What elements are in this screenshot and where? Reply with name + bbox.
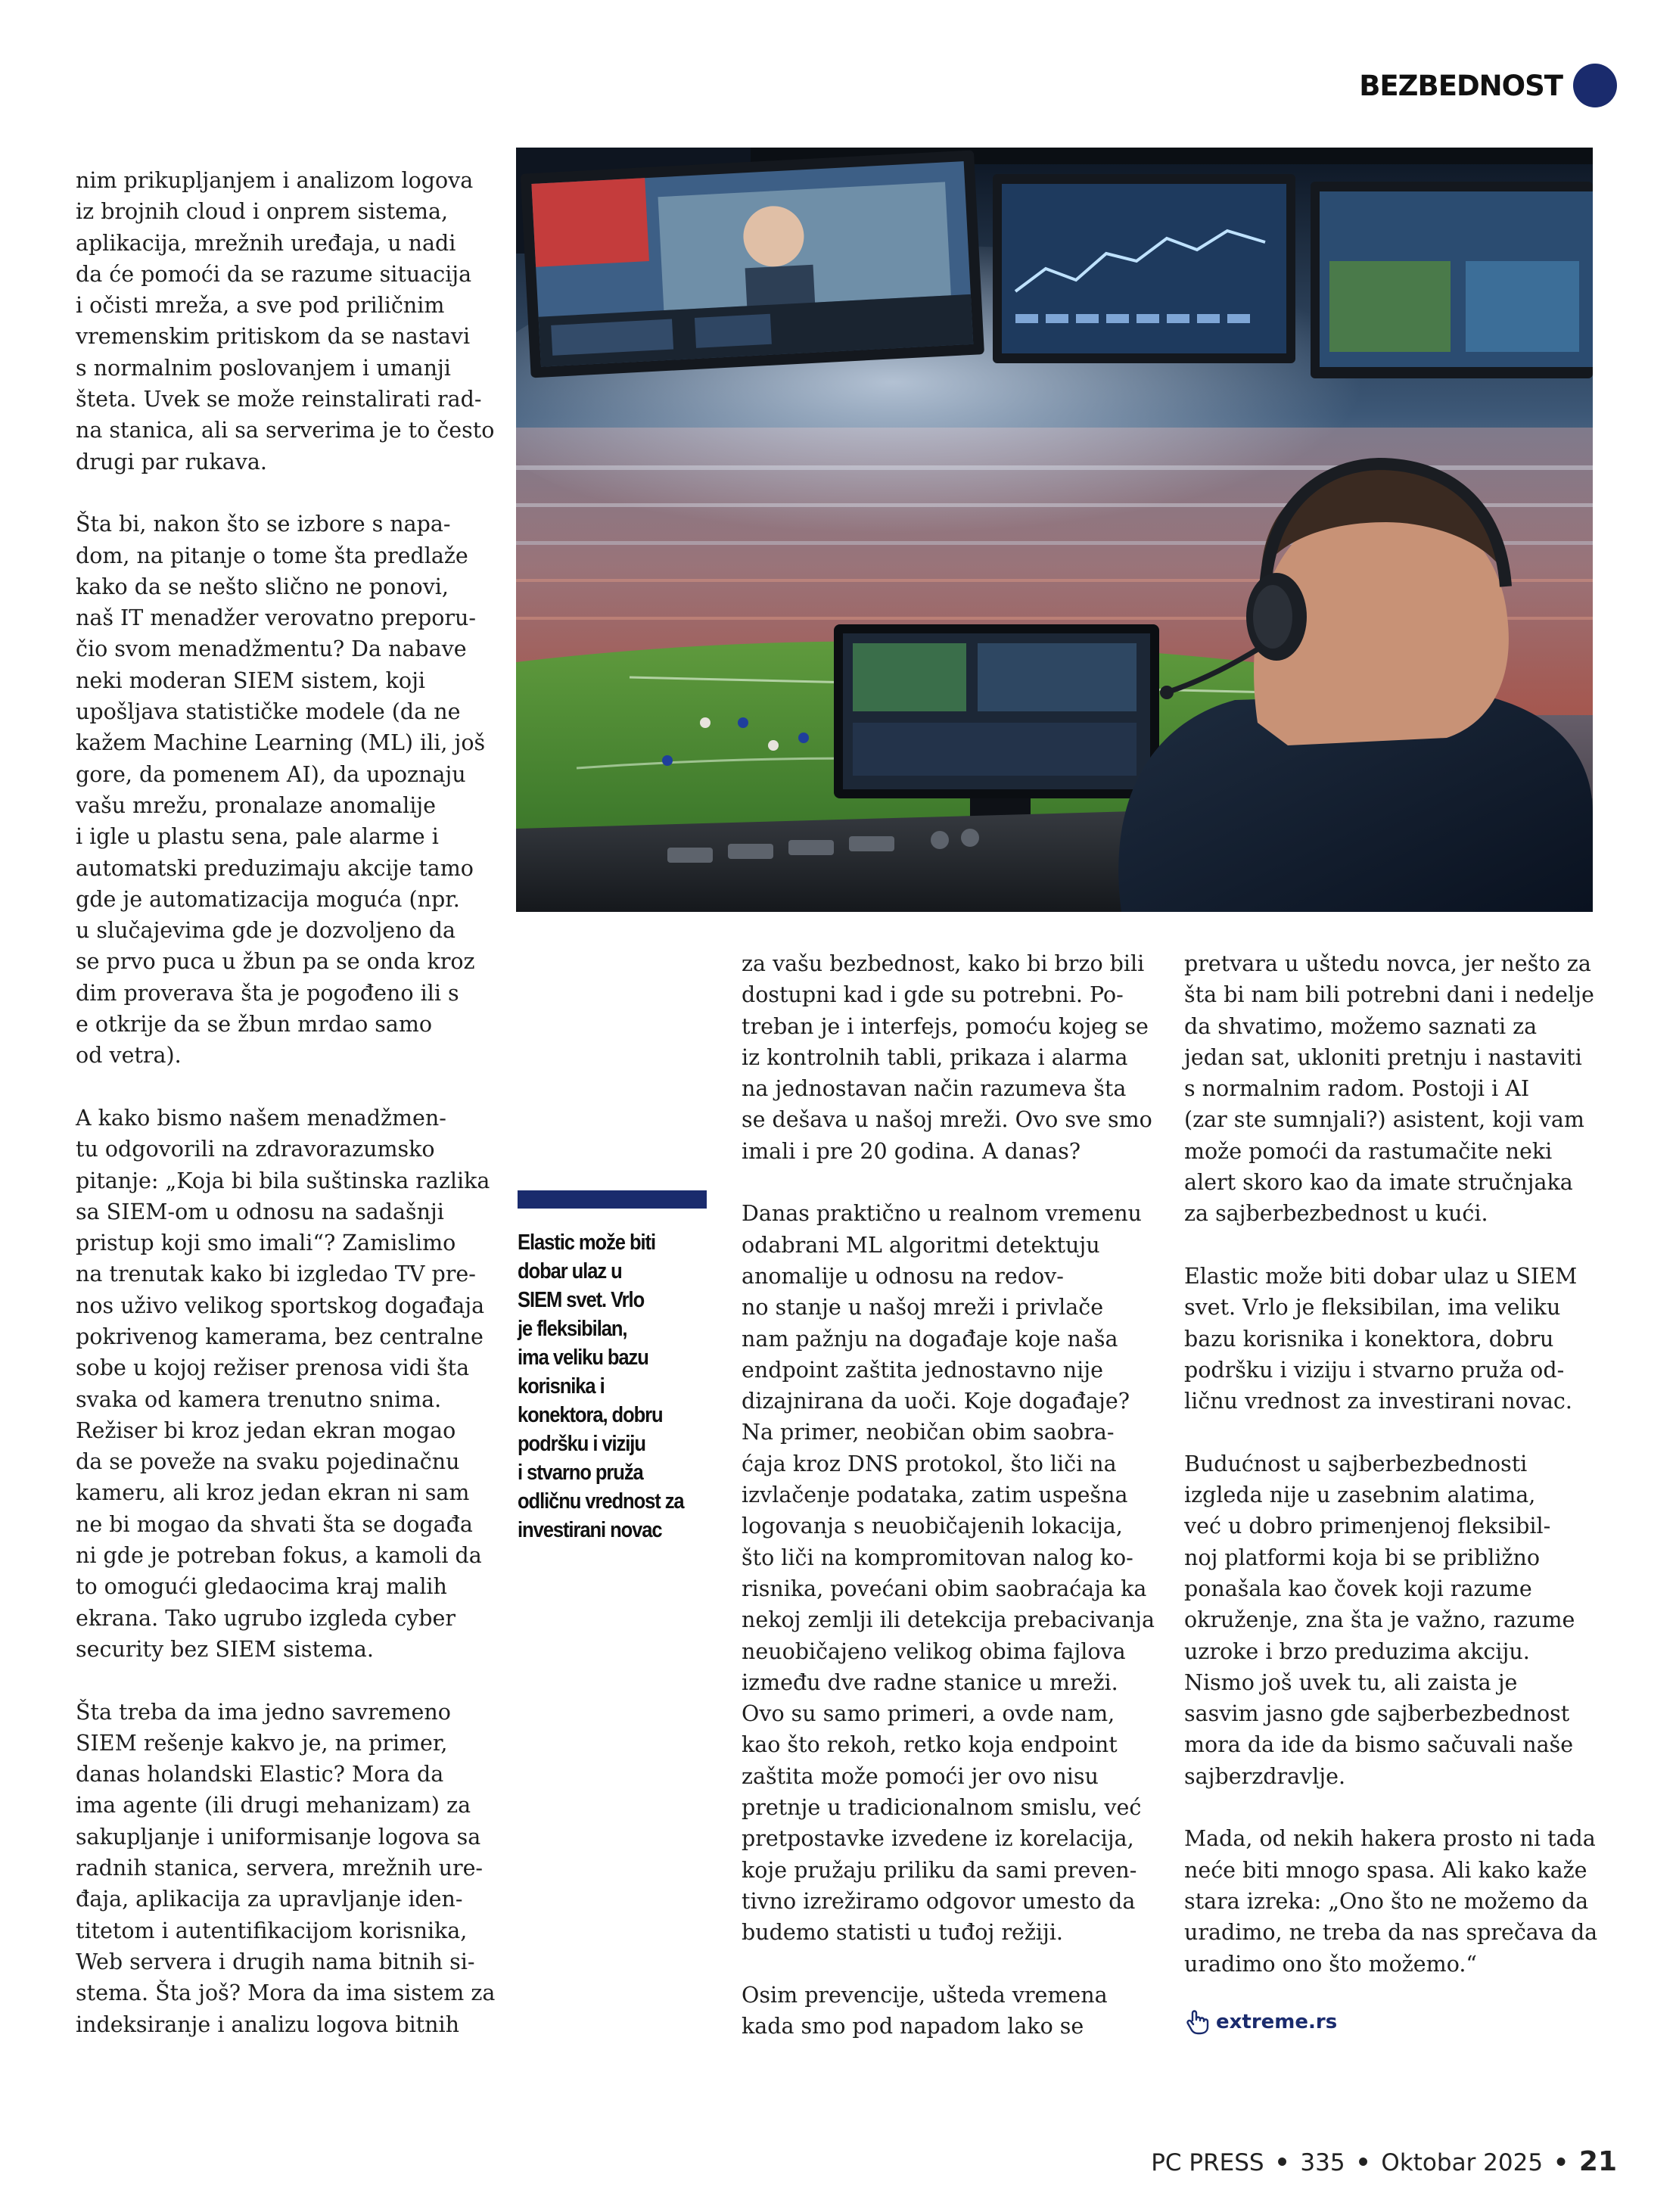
text-line: ekrana. Tako ugrubo izgleda cyber: [76, 1605, 456, 1631]
text-line: Režiser bi kroz jedan ekran mogao: [76, 1417, 456, 1443]
text-line: okruženje, zna šta je važno, razume: [1184, 1607, 1575, 1633]
pull-quote-line: ima veliku bazu: [518, 1346, 648, 1370]
text-line: da će pomoći da se razume situacija: [76, 261, 472, 287]
text-line: svaka od kamera trenutno snima.: [76, 1386, 442, 1412]
text-line: e otkrije da se žbun mrdao samo: [76, 1012, 433, 1038]
text-line: na stanica, ali sa serverima je to često: [76, 418, 495, 443]
text-line: izvlačenje podataka, zatim uspešna: [742, 1482, 1128, 1508]
paragraph: [742, 948, 1150, 1167]
text-line: drugi par rukava.: [76, 449, 267, 474]
pull-quote-line: Elastic može biti: [518, 1230, 656, 1255]
text-line: Nismo još uvek tu, ali zaista je: [1184, 1669, 1518, 1695]
text-line: (zar ste sumnjali?) asistent, koji vam: [1184, 1107, 1584, 1133]
text-line: endpoint zaštita jednostavno nije: [742, 1357, 1103, 1383]
text-line: A kako bismo našem menadžmen-: [76, 1105, 446, 1131]
text-line: gore, da pomenem AI), da upoznaju: [76, 761, 466, 787]
text-line: pokrivenog kamerama, bez centralne: [76, 1324, 484, 1349]
text-line: budemo statisti u tuđoj režiji.: [742, 1920, 1063, 1946]
pull-quote-text: [518, 1228, 711, 1545]
text-line: ćaja kroz DNS protokol, što liči na: [742, 1451, 1117, 1476]
text-line: sakupljanje i uniformisanje logova sa: [76, 1824, 481, 1850]
text-line: s normalnim poslovanjem i umanji: [76, 355, 451, 381]
text-line: kažem Machine Learning (ML) ili, još: [76, 730, 486, 756]
text-line: anomalije u odnosu na redov-: [742, 1263, 1064, 1289]
paragraph: [76, 165, 499, 478]
paragraph: [76, 1103, 499, 1665]
text-line: odabrani ML algoritmi detektuju: [742, 1232, 1100, 1258]
text-line: gde je automatizacija moguća (npr.: [76, 886, 460, 912]
pull-quote-line: dobar ulaz u: [518, 1259, 622, 1283]
text-line: logovanja s neuobičajenih lokacija,: [742, 1514, 1123, 1539]
text-line: neće biti mnogo spasa. Ali kako kaže: [1184, 1857, 1587, 1883]
text-line: alert skoro kao da imate stručnjaka: [1184, 1170, 1573, 1196]
text-line: može pomoći da rastumačite neki: [1184, 1138, 1553, 1164]
section-title: BEZBEDNOST: [1359, 69, 1563, 102]
text-line: između dve radne stanice u mreži.: [742, 1669, 1118, 1695]
article-column-4: [1184, 948, 1608, 2011]
page-number: 21: [1578, 2146, 1617, 2177]
magazine-name: PC PRESS: [1151, 2149, 1264, 2176]
pull-quote-line: podršku i viziju: [518, 1432, 645, 1456]
paragraph: [742, 1980, 1150, 2042]
text-line: Danas praktično u realnom vremenu: [742, 1201, 1142, 1227]
text-line: danas holandski Elastic? Mora da: [76, 1762, 444, 1787]
text-line: risnika, povećani obim saobraćaja ka: [742, 1576, 1147, 1601]
paragraph: [1184, 1448, 1608, 1792]
text-line: uradimo, ne treba da nas sprečava da: [1184, 1920, 1598, 1946]
text-line: đaja, aplikacija za upravljanje iden-: [76, 1887, 463, 1912]
text-line: tivno izrežiramo odgovor umesto da: [742, 1888, 1136, 1914]
source-link[interactable]: extreme.rs: [1216, 2011, 1338, 2033]
pointing-hand-icon: [1184, 2009, 1210, 2035]
text-line: sobe u kojoj režiser prenosa vidi šta: [76, 1355, 470, 1381]
text-line: svet. Vrlo je fleksibilan, ima veliku: [1184, 1295, 1561, 1321]
text-line: ima agente (ili drugi mehanizam) za: [76, 1793, 471, 1818]
pull-quote-line: investirani novac: [518, 1518, 662, 1542]
text-line: nam pažnju na događaje koje naša: [742, 1326, 1118, 1352]
text-line: tu odgovorili na zdravorazumsko: [76, 1137, 435, 1162]
paragraph: [1184, 1823, 1608, 1979]
text-line: bazu korisnika i konektora, dobru: [1184, 1326, 1554, 1352]
text-line: od vetra).: [76, 1043, 182, 1069]
text-line: ponašala kao čovek koji razume: [1184, 1576, 1532, 1601]
pull-quote-line: odličnu vrednost za: [518, 1489, 684, 1514]
text-line: zaštita može pomoći jer ovo nisu: [742, 1763, 1099, 1789]
text-line: uzroke i brzo preduzima akciju.: [1184, 1638, 1530, 1664]
text-line: ličnu vrednost za investirani novac.: [1184, 1389, 1572, 1414]
text-line: i igle u plastu sena, pale alarme i: [76, 824, 439, 850]
text-line: podršku i viziju i stvarno pruža od-: [1184, 1357, 1565, 1383]
issue-number: 335: [1300, 2149, 1345, 2176]
text-line: iz kontrolnih tabli, prikaza i alarma: [742, 1044, 1128, 1070]
text-line: da se poveže na svaku pojedinačnu: [76, 1449, 460, 1475]
pull-quote-line: korisnika i: [518, 1374, 605, 1398]
source-credit[interactable]: [1184, 2009, 1337, 2035]
text-line: Ovo su samo primeri, a ovde nam,: [742, 1701, 1115, 1727]
text-line: SIEM rešenje kakvo je, na primer,: [76, 1730, 448, 1756]
text-line: to omogući gledaocima kraj malih: [76, 1574, 447, 1600]
text-line: radnih stanica, servera, mrežnih ure-: [76, 1856, 484, 1881]
text-line: kameru, ali kroz jedan ekran ni sam: [76, 1480, 470, 1506]
text-line: pitanje: „Koja bi bila suštinska razlika: [76, 1168, 490, 1193]
text-line: i očisti mreža, a sve pod priličnim: [76, 293, 445, 319]
text-line: imali i pre 20 godina. A danas?: [742, 1138, 1081, 1164]
article-column-1: [76, 165, 499, 2071]
text-line: vremenskim pritiskom da se nastavi: [76, 324, 471, 350]
text-line: sa SIEM-om u odnosu na sadašnji: [76, 1199, 444, 1224]
text-line: noj platformi koja bi se približno: [1184, 1545, 1541, 1570]
broadcast-room-illustration: [516, 148, 1593, 912]
text-line: vašu mrežu, pronalaze anomalije: [76, 792, 437, 818]
text-line: dizajnirana da uoči. Koje događaje?: [742, 1389, 1130, 1414]
paragraph: [76, 1697, 499, 2040]
text-line: dostupni kad i gde su potrebni. Po-: [742, 982, 1124, 1008]
text-line: Na primer, neobičan obim saobra-: [742, 1420, 1115, 1445]
text-line: na jednostavan način razumeva šta: [742, 1076, 1127, 1102]
text-line: iz brojnih cloud i onprem sistema,: [76, 199, 449, 225]
text-line: kako da se nešto slično ne ponovi,: [76, 574, 449, 599]
text-line: kao što rekoh, retko koja endpoint: [742, 1732, 1118, 1758]
text-line: stema. Šta još? Mora da ima sistem za: [76, 1980, 496, 2006]
pull-quote-line: konektora, dobru: [518, 1403, 663, 1427]
text-line: sasvim jasno gde sajberbezbednost: [1184, 1701, 1570, 1727]
text-line: sajberzdravlje.: [1184, 1763, 1346, 1789]
pull-quote: [518, 1190, 707, 1545]
text-line: se prvo puca u žbun pa se onda kroz: [76, 949, 475, 975]
text-line: Osim prevencije, ušteda vremena: [742, 1982, 1108, 2008]
page-footer: PC PRESS • 335 • Oktobar 2025 • 21: [1151, 2146, 1617, 2177]
issue-date: Oktobar 2025: [1381, 2149, 1544, 2176]
pull-quote-line: SIEM svet. Vrlo: [518, 1288, 645, 1312]
section-dot-icon: [1573, 64, 1617, 107]
text-line: neuobičajeno velikog obima fajlova: [742, 1638, 1126, 1664]
paragraph: [76, 509, 499, 1071]
paragraph: [742, 1198, 1155, 1948]
text-line: ni gde je potreban fokus, a kamoli da: [76, 1543, 482, 1569]
text-line: dom, na pitanje o tome šta predlaže: [76, 543, 468, 568]
text-line: izgleda nije u zasebnim alatima,: [1184, 1482, 1536, 1508]
text-line: Mada, od nekih hakera prosto ni tada: [1184, 1826, 1596, 1852]
text-line: na trenutak kako bi izgledao TV pre-: [76, 1262, 476, 1287]
text-line: čio svom menadžmentu? Da nabave: [76, 636, 467, 662]
pull-quote-bar: [518, 1190, 707, 1209]
pull-quote-line: i stvarno pruža: [518, 1461, 643, 1485]
text-line: no stanje u našoj mreži i privlače: [742, 1295, 1104, 1321]
text-line: za vašu bezbednost, kako bi brzo bili: [742, 951, 1145, 976]
text-line: aplikacija, mrežnih uređaja, u nadi: [76, 230, 456, 256]
text-line: nim prikupljanjem i analizom logova: [76, 168, 474, 193]
text-line: za sajberbezbednost u kući.: [1184, 1201, 1488, 1227]
text-line: Web servera i drugih nama bitnih si-: [76, 1949, 475, 1974]
text-line: ne bi mogao da shvati šta se događa: [76, 1511, 473, 1537]
text-line: titetom i autentifikacijom korisnika,: [76, 1918, 468, 1943]
text-line: Šta treba da ima jedno savremeno: [76, 1699, 451, 1725]
text-line: koje pružaju priliku da sami preven-: [742, 1857, 1137, 1883]
article-photo: [516, 148, 1593, 912]
text-line: već u dobro primenjenoj fleksibil-: [1184, 1514, 1551, 1539]
pull-quote-line: je fleksibilan,: [518, 1317, 627, 1341]
text-line: upošljava statističke modele (da ne: [76, 699, 461, 725]
text-line: uradimo ono što možemo.“: [1184, 1951, 1477, 1977]
paragraph: [1184, 948, 1608, 1230]
section-header: [1359, 64, 1617, 107]
text-line: Budućnost u sajberbezbednosti: [1184, 1451, 1528, 1476]
text-line: u slučajevima gde je dozvoljeno da: [76, 918, 456, 944]
text-line: automatski preduzimaju akcije tamo: [76, 855, 474, 881]
text-line: se dešava u našoj mreži. Ovo sve smo: [742, 1107, 1152, 1133]
text-line: dim proverava šta je pogođeno ili s: [76, 980, 459, 1006]
text-line: stara izreka: „Ono što ne možemo da: [1184, 1888, 1589, 1914]
text-line: pretnje u tradicionalnom smislu, već: [742, 1795, 1142, 1821]
text-line: jedan sat, ukloniti pretnju i nastaviti: [1184, 1044, 1582, 1070]
text-line: Šta bi, nakon što se izbore s napa-: [76, 512, 451, 537]
text-line: što liči na kompromitovan nalog ko-: [742, 1545, 1133, 1570]
text-line: treban je i interfejs, pomoću kojeg se: [742, 1013, 1149, 1039]
text-line: s normalnim radom. Postoji i AI: [1184, 1076, 1530, 1102]
paragraph: [1184, 1261, 1608, 1417]
text-line: mora da ide da bismo sačuvali naše: [1184, 1732, 1574, 1758]
text-line: naš IT menadžer verovatno preporu-: [76, 605, 477, 631]
text-line: nos uživo velikog sportskog događaja: [76, 1293, 485, 1318]
text-line: šteta. Uvek se može reinstalirati rad-: [76, 387, 482, 412]
text-line: da shvatimo, možemo saznati za: [1184, 1013, 1538, 1039]
text-line: šta bi nam bili potrebni dani i nedelje: [1184, 982, 1594, 1008]
text-line: Elastic može biti dobar ulaz u SIEM: [1184, 1263, 1578, 1289]
text-line: kada smo pod napadom lako se: [742, 2014, 1084, 2039]
article-column-3: [742, 948, 1155, 2074]
text-line: pretvara u uštedu novca, jer nešto za: [1184, 951, 1591, 976]
text-line: pretpostavke izvedene iz korelacija,: [742, 1826, 1134, 1852]
text-line: security bez SIEM sistema.: [76, 1636, 374, 1662]
text-line: indeksiranje i analizu logova bitnih: [76, 2011, 459, 2037]
text-line: pristup koji smo imali“? Zamislimo: [76, 1230, 456, 1256]
text-line: neki moderan SIEM sistem, koji: [76, 667, 426, 693]
text-line: nekoj zemlji ili detekcija prebacivanja: [742, 1607, 1155, 1633]
